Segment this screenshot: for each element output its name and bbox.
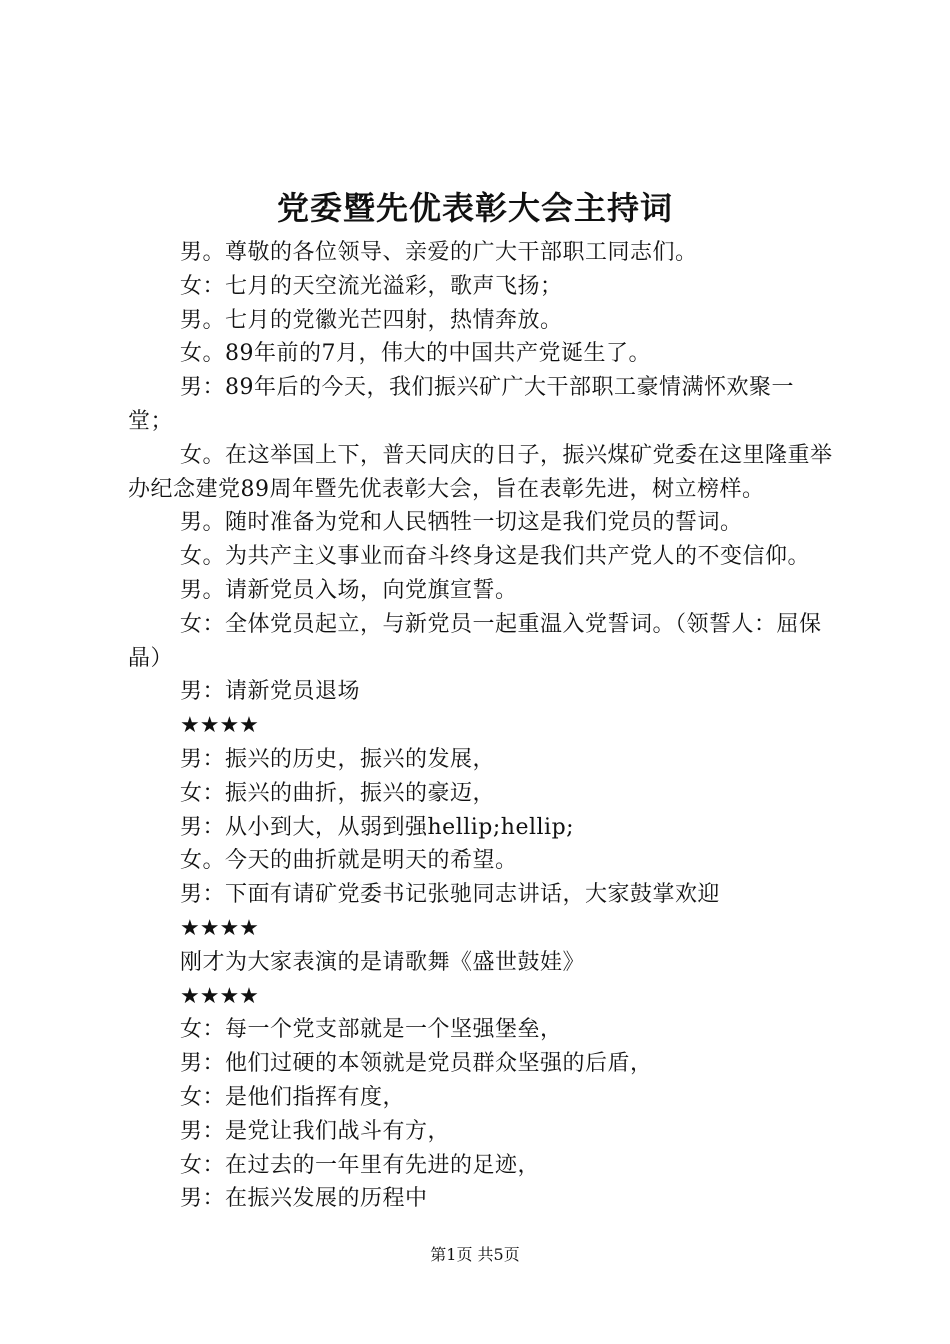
paragraph: 男。请新党员入场，向党旗宣誓。 bbox=[180, 577, 518, 603]
paragraph: 男：从小到大，从弱到强hellip;hellip; bbox=[180, 814, 575, 840]
page-number-footer: 第1页 共5页 bbox=[430, 1245, 520, 1264]
paragraph: 女。为共产主义事业而奋斗终身这是我们共产党人的不变信仰。 bbox=[180, 544, 811, 570]
paragraph: 男：振兴的历史，振兴的发展， bbox=[180, 746, 496, 772]
paragraph: 男：89年后的今天，我们振兴矿广大干部职工豪情满怀欢聚一堂； bbox=[128, 375, 794, 434]
paragraph: 女：七月的天空流光溢彩，歌声飞扬； bbox=[180, 273, 563, 299]
paragraph: 女：振兴的曲折，振兴的豪迈， bbox=[180, 780, 496, 806]
paragraph: 男：在振兴发展的历程中 bbox=[180, 1186, 428, 1212]
paragraph: 女：在过去的一年里有先进的足迹， bbox=[180, 1152, 541, 1178]
paragraph: 女。今天的曲折就是明天的希望。 bbox=[180, 848, 518, 874]
document-body bbox=[128, 236, 838, 1216]
star-divider: ★★★★ bbox=[180, 915, 259, 941]
star-divider: ★★★★ bbox=[180, 983, 259, 1009]
paragraph: 男：是党让我们战斗有方， bbox=[180, 1118, 451, 1144]
paragraph: 男：请新党员退场 bbox=[180, 679, 361, 705]
paragraph: 女：每一个党支部就是一个坚强堡垒， bbox=[180, 1017, 563, 1043]
paragraph: 男。七月的党徽光芒四射，热情奔放。 bbox=[180, 307, 563, 333]
paragraph: 女：全体党员起立，与新党员一起重温入党誓词。（领誓人：屈保晶） bbox=[128, 611, 822, 671]
paragraph: 女：是他们指挥有度， bbox=[180, 1084, 406, 1110]
paragraph: 男：他们过硬的本领就是党员群众坚强的后盾， bbox=[180, 1051, 653, 1077]
star-divider: ★★★★ bbox=[180, 713, 259, 739]
document-title: 党委暨先优表彰大会主持词 bbox=[276, 189, 673, 227]
paragraph: 女。在这举国上下，普天同庆的日子，振兴煤矿党委在这里隆重举办纪念建党89周年暨先优表彰大会，旨在表彰先进，树立榜样。 bbox=[128, 442, 833, 502]
paragraph: 男。随时准备为党和人民牺牲一切这是我们党员的誓词。 bbox=[180, 510, 743, 536]
paragraph: 男。尊敬的各位领导、亲爱的广大干部职工同志们。 bbox=[180, 240, 698, 265]
paragraph: 刚才为大家表演的是请歌舞《盛世鼓娃》 bbox=[180, 949, 586, 975]
paragraph: 女。89年前的7月，伟大的中国共产党诞生了。 bbox=[180, 341, 651, 367]
paragraph: 男：下面有请矿党委书记张驰同志讲话，大家鼓掌欢迎 bbox=[180, 882, 721, 908]
